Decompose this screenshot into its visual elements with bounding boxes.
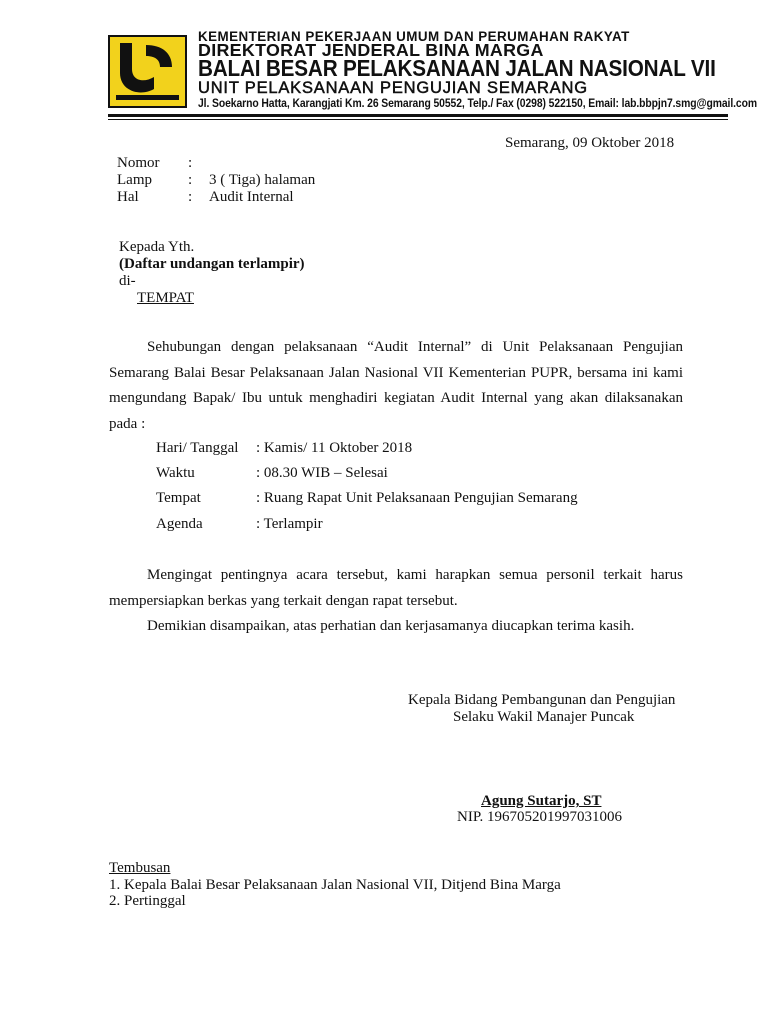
schedule-label-day: Hari/ Tanggal [156,440,239,456]
signatory-title: Kepala Bidang Pembangunan dan Pengujian [408,692,676,708]
letterhead-unit: UNIT PELAKSANAAN PENGUJIAN SEMARANG [198,79,588,97]
letterhead-divider [108,114,728,117]
letterhead-divider-thin [108,119,728,120]
lamp-colon: : [188,172,193,188]
nomor-colon: : [188,155,193,171]
letterhead-directorate: DIREKTORAT JENDERAL BINA MARGA [198,40,544,60]
letterhead-address: Jl. Soekarno Hatta, Karangjati Km. 26 Semarang 50552, Telp./ Fax (0298) 522150, Email: lab.bbpjn7.smg@gmail.com [198,96,757,110]
recipient-list: (Daftar undangan terlampir) [119,256,305,272]
hal-colon: : [188,189,193,205]
recipient-salutation: Kepada Yth. [119,239,195,255]
schedule-value-agenda: : Terlampir [256,516,323,532]
signatory-role: Selaku Wakil Manajer Puncak [453,709,635,725]
schedule-value-day: : Kamis/ 11 Oktober 2018 [256,440,413,456]
cc-item: 2. Pertinggal [109,893,186,909]
signatory-nip: NIP. 196705201997031006 [457,809,623,825]
cc-heading: Tembusan [109,860,171,876]
schedule-value-time: : 08.30 WIB – Selesai [256,465,388,481]
schedule-label-agenda: Agenda [156,516,203,532]
hal-value: Audit Internal [209,189,294,205]
paragraph-closing: Demikian disampaikan, atas perhatian dan kerjasamanya diucapkan terima kasih. [147,618,635,634]
letter-date: Semarang, 09 Oktober 2018 [505,135,675,151]
schedule-value-place: : Ruang Rapat Unit Pelaksanaan Pengujian Semarang [256,490,578,506]
letterhead-office: BALAI BESAR PELAKSANAAN JALAN NASIONAL VII [198,55,716,81]
paragraph-importance: Mengingat pentingnya acara tersebut, kami harapkan semua personil terkait harus mempersiapkan berkas yang terkait dengan rapat tersebut. [109,567,683,609]
schedule-label-place: Tempat [156,490,201,506]
lamp-value: 3 ( Tiga) halaman [209,172,316,188]
nomor-label: Nomor [117,155,160,171]
schedule-label-time: Waktu [156,465,195,481]
lamp-label: Lamp [117,172,152,188]
hal-label: Hal [117,189,139,205]
pu-emblem-icon [110,37,185,106]
paragraph-invitation: Sehubungan dengan pelaksanaan “Audit Internal” di Unit Pelaksanaan Pengujian Semarang Balai Besar Pelaksanaan Jalan Nasional VII Kementerian PUPR, bersama ini kami mengundang Bapak/ Ibu untuk menghadiri kegiatan Audit Internal yang akan dilaksanakan pada : [109,339,683,432]
ministry-logo [108,35,187,108]
recipient-di: di- [119,273,136,289]
recipient-place: TEMPAT [137,290,194,306]
letterhead-ministry: KEMENTERIAN PEKERJAAN UMUM DAN PERUMAHAN RAKYAT [198,29,630,44]
signatory-name: Agung Sutarjo, ST [481,793,602,809]
cc-item: 1. Kepala Balai Besar Pelaksanaan Jalan Nasional VII, Ditjend Bina Marga [109,877,561,893]
